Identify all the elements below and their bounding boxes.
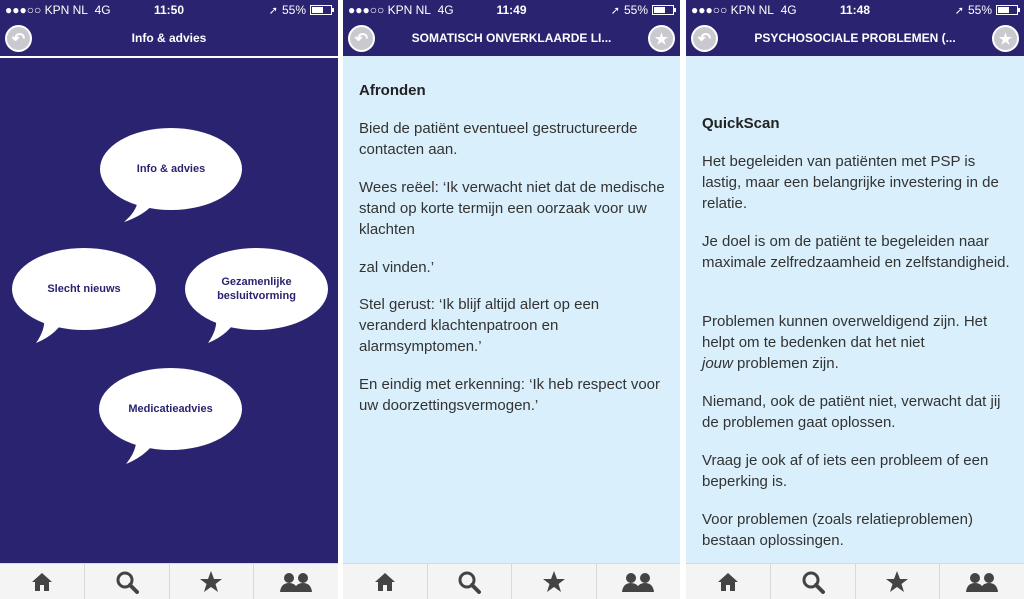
bubble-label: Info & advies [136, 163, 206, 175]
paragraph: zal vinden.’ [359, 259, 435, 276]
people-icon [965, 571, 999, 593]
paragraph: Bied de patiënt eventueel gestructureerde contacten aan. [359, 120, 638, 158]
status-bar [0, 0, 338, 20]
home-icon [31, 571, 53, 593]
carrier: ●●●○○ KPN NL [5, 3, 88, 17]
tab-people[interactable] [940, 564, 1024, 599]
clock: 11:48 [839, 3, 871, 17]
star-icon [885, 570, 909, 594]
favorite-button[interactable] [992, 25, 1019, 52]
tab-favorites[interactable] [512, 564, 597, 599]
search-icon [115, 570, 139, 594]
location-arrow-icon: ➚ [268, 4, 278, 17]
battery-icon [310, 5, 332, 15]
battery-percent: 55% [967, 3, 992, 17]
back-arrow-icon: ↶ [697, 30, 712, 48]
bubble-menu [0, 58, 338, 563]
carrier: ●●●○○ KPN NL [348, 3, 431, 17]
people-icon [279, 571, 313, 593]
tab-bar [686, 563, 1024, 599]
back-arrow-icon: ↶ [11, 30, 26, 48]
star-icon: ★ [998, 30, 1013, 48]
battery-icon [996, 5, 1018, 15]
star-icon: ★ [654, 30, 669, 48]
tab-home[interactable] [0, 564, 85, 599]
location-arrow-icon: ➚ [610, 4, 620, 17]
paragraph: En eindig met erkenning: ‘Ik heb respect voor uw doorzettingsvermogen.’ [359, 376, 661, 414]
paragraph: Wees reëel: ‘Ik verwacht niet dat de medische stand op korte termijn een oorzaak voor uw klachten [359, 179, 665, 238]
info-advies-bubble[interactable] [100, 128, 242, 210]
back-button[interactable] [5, 25, 32, 52]
home-icon [717, 571, 739, 593]
location-arrow-icon: ➚ [954, 4, 964, 17]
battery-percent: 55% [281, 3, 306, 17]
section-heading: Afronden [359, 82, 426, 99]
back-arrow-icon: ↶ [354, 30, 369, 48]
network: 4G [94, 3, 111, 17]
article-content [343, 56, 680, 563]
paragraph: Niemand, ook de patiënt niet, verwacht dat jij de problemen gaat oplossen. [702, 393, 1001, 431]
screen-somatisch [343, 0, 680, 599]
paragraph: Vraag je ook af of iets een probleem of een beperking is. [702, 452, 989, 490]
tab-search[interactable] [428, 564, 513, 599]
tab-favorites[interactable] [170, 564, 255, 599]
tab-bar [0, 563, 338, 599]
tab-favorites[interactable] [856, 564, 941, 599]
battery-icon [652, 5, 674, 15]
paragraph: Het begeleiden van patiënten met PSP is lastig, maar een belangrijke investering in de relatie. [702, 153, 999, 212]
search-icon [457, 570, 481, 594]
paragraph: Je doel is om de patiënt te begeleiden naar maximale zelfredzaamheid en zelfstandigheid. [702, 233, 1010, 271]
clock: 11:50 [153, 3, 185, 17]
slecht-nieuws-bubble[interactable] [12, 248, 156, 330]
nav-bar [343, 20, 680, 56]
favorite-button[interactable] [648, 25, 675, 52]
carrier: ●●●○○ KPN NL [691, 3, 774, 17]
status-bar [686, 0, 1024, 20]
nav-bar [0, 20, 338, 56]
bubble-label: Gezamenlijke besluitvorming [217, 276, 296, 302]
emphasis: jouw [702, 355, 733, 372]
network: 4G [780, 3, 797, 17]
people-icon [621, 571, 655, 593]
page-title: Info & advies [131, 31, 207, 45]
battery-percent: 55% [623, 3, 648, 17]
bubble-label: Medicatieadvies [128, 403, 213, 415]
network: 4G [437, 3, 454, 17]
star-icon [542, 570, 566, 594]
tab-home[interactable] [686, 564, 771, 599]
paragraph-text: problemen zijn. [737, 355, 839, 372]
tab-home[interactable] [343, 564, 428, 599]
screen-psychosociale [686, 0, 1024, 599]
paragraph: Problemen kunnen overweldigend zijn. Het helpt om te bedenken dat het niet [702, 313, 988, 351]
clock: 11:49 [496, 3, 527, 17]
paragraph: Voor problemen (zoals relatieproblemen) bestaan oplossingen. [702, 511, 973, 549]
home-icon [374, 571, 396, 593]
paragraph: Stel gerust: ‘Ik blijf altijd alert op een veranderd klachtenpatroon en alarmsymptomen.’ [359, 296, 600, 355]
back-button[interactable] [691, 25, 718, 52]
search-icon [801, 570, 825, 594]
back-button[interactable] [348, 25, 375, 52]
gezamenlijke-besluitvorming-bubble[interactable] [185, 248, 328, 330]
screen-info-advies [0, 0, 338, 599]
page-title: SOMATISCH ONVERKLAARDE LI... [411, 31, 612, 45]
tab-search[interactable] [85, 564, 170, 599]
tab-people[interactable] [254, 564, 338, 599]
star-icon [199, 570, 223, 594]
status-bar [343, 0, 680, 20]
section-heading: QuickScan [702, 115, 780, 132]
page-title: PSYCHOSOCIALE PROBLEMEN (... [754, 31, 956, 45]
tab-search[interactable] [771, 564, 856, 599]
tab-people[interactable] [597, 564, 681, 599]
nav-bar [686, 20, 1024, 56]
medicatieadvies-bubble[interactable] [99, 368, 242, 450]
article-content [686, 56, 1024, 563]
tab-bar [343, 563, 680, 599]
paragraph [702, 353, 1012, 374]
bubble-label: Slecht nieuws [47, 283, 121, 295]
